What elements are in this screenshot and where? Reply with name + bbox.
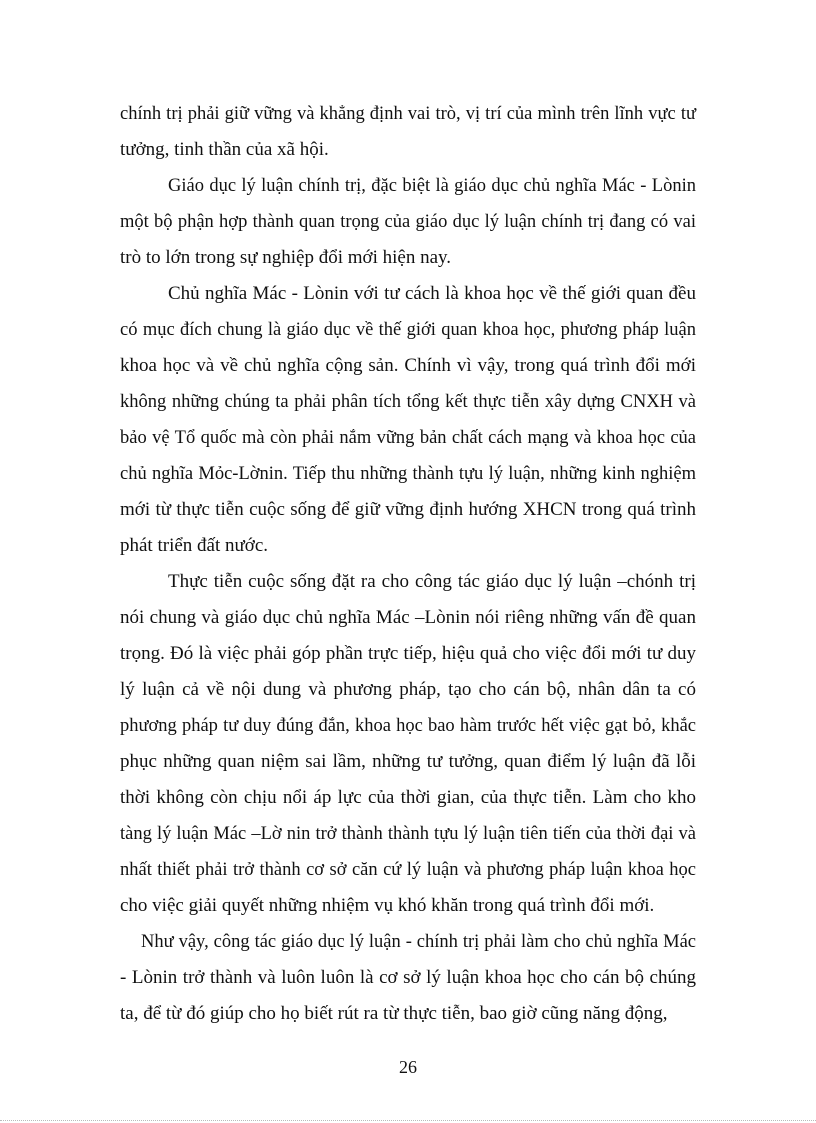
paragraph-line: phát triển đất nước. [120,535,269,556]
paragraph-line: không những chúng ta phải phân tích tổng kết thực tiễn xây dựng CNXH và [120,392,696,412]
paragraph-line: khoa học và về chủ nghĩa cộng sản. Chính vì vậy, trong quá trình đổi mới [120,355,696,376]
paragraph-line: trọng. Đó là việc phải góp phần trực tiếp, hiệu quả cho việc đổi mới tư duy [120,643,696,664]
paragraph-line: chính trị phải giữ vững và khẳng định vai trò, vị trí của mình trên lĩnh vực tư [120,104,696,124]
paragraph-line: mới từ thực tiễn cuộc sống để giữ vững định hướng XHCN trong quá trình [120,499,696,520]
paragraph-line: tàng lý luận Mác –Lờ nin trở thành thành tựu lý luận tiên tiến của thời đại và [120,824,696,844]
paragraph-line: nhất thiết phải trở thành cơ sở căn cứ lý luận và phương pháp luận khoa học [120,860,696,880]
paragraph-line: phục những quan niệm sai lầm, những tư tưởng, quan điểm lý luận đã lỗi [120,751,696,772]
paragraph-line: bảo vệ Tổ quốc mà còn phải nắm vững bản chất cách mạng và khoa học của [120,428,696,448]
paragraph-line: cho việc giải quyết những nhiệm vụ khó khăn trong quá trình đổi mới. [120,895,655,916]
paragraph-line: tưởng, tinh thần của xã hội. [120,139,329,160]
paragraph-line: phương pháp tư duy đúng đắn, khoa học bao hàm trước hết việc gạt bỏ, khắc [120,716,696,736]
page-bottom-border [0,1120,816,1121]
paragraph-line: Như vậy, công tác giáo dục lý luận - chính trị phải làm cho chủ nghĩa Mác [141,932,696,952]
page-number: 26 [399,1057,417,1077]
paragraph-line: - Lònin trở thành và luôn luôn là cơ sở lý luận khoa học cho cán bộ chúng [120,967,696,988]
paragraph-line: nói chung và giáo dục chủ nghĩa Mác –Lònin nói riêng những vấn đề quan [120,607,696,628]
paragraph-line: trò to lớn trong sự nghiệp đổi mới hiện nay. [120,247,452,268]
paragraph-line: một bộ phận hợp thành quan trọng của giáo dục lý luận chính trị đang có vai [120,212,696,232]
paragraph-line: chủ nghĩa Mỏc-Lờnin. Tiếp thu những thành tựu lý luận, những kinh nghiệm [120,464,696,484]
paragraph-line: thời không còn chịu nổi áp lực của thời gian, của thực tiễn. Làm cho kho [120,787,696,808]
paragraph-line: ta, để từ đó giúp cho họ biết rút ra từ thực tiễn, bao giờ cũng năng động, [120,1003,668,1024]
paragraph-line: có mục đích chung là giáo dục về thế giới quan khoa học, phương pháp luận [120,320,696,340]
paragraph-line: lý luận cả về nội dung và phương pháp, tạo cho cán bộ, nhân dân ta có [120,679,696,700]
paragraph-line: Chủ nghĩa Mác - Lònin với tư cách là khoa học về thế giới quan đều [168,283,696,304]
paragraph-line: Thực tiễn cuộc sống đặt ra cho công tác giáo dục lý luận –chónh trị [168,571,696,592]
paragraph-line: Giáo dục lý luận chính trị, đặc biệt là giáo dục chủ nghĩa Mác - Lònin [168,176,696,196]
